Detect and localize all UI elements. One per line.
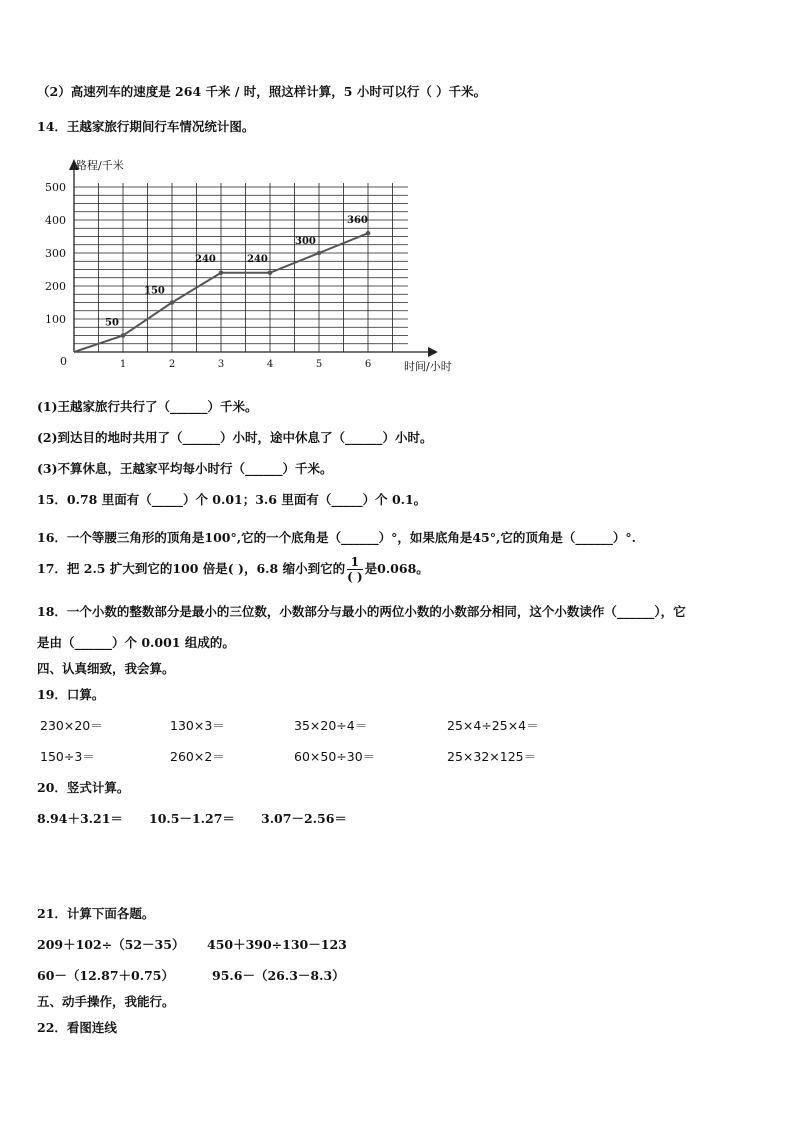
q15-text: 15．0.78 里面有（_____）个 0.01；3.6 里面有（_____）个 0.1。	[37, 492, 427, 507]
q17-pre: 17．把 2.5 扩大到它的100 倍是( )，6.8 缩小到它的	[37, 561, 346, 576]
data-point	[219, 271, 224, 276]
origin-label: 0	[60, 355, 67, 368]
data-point	[268, 271, 273, 276]
x-tick-label: 6	[364, 359, 372, 370]
y-axis-title: 路程/千米	[76, 159, 124, 172]
q18-line1: 18．一个小数的整数部分是最小的三位数，小数部分与最小的两位小数的小数部分相同，这个小数读作（______），它	[37, 604, 686, 619]
q16-text: 16．一个等腰三角形的顶角是100°,它的一个底角是（______）°，如果底角是45°,它的顶角是（______）°.	[37, 530, 636, 545]
data-label: 50	[105, 317, 119, 329]
x-tick-label: 1	[119, 359, 127, 370]
y-tick-label: 100	[45, 313, 66, 326]
q21-r1c2: 450＋390÷130－123	[207, 937, 347, 952]
section-5-heading: 五、动手操作，我能行。	[37, 994, 175, 1009]
data-point	[317, 251, 322, 256]
q17-fraction	[347, 556, 363, 583]
q17-numerator: 1	[347, 556, 363, 570]
q19-r2c4: 25×32×125＝	[447, 749, 537, 764]
data-label: 360	[347, 215, 368, 227]
section-4-heading: 四、认真细致，我会算。	[37, 661, 175, 676]
q20-items: 8.94＋3.21＝ 10.5－1.27＝ 3.07－2.56＝	[37, 811, 347, 826]
q17-denominator: ( )	[347, 570, 363, 584]
data-label: 300	[295, 236, 316, 247]
data-point	[366, 231, 371, 236]
q14-part2: (2)到达目的地时共用了（______）小时，途中休息了（______）小时。	[37, 430, 433, 445]
q19-title: 19．口算。	[37, 687, 105, 702]
q19-r2c2: 260×2＝	[170, 749, 225, 764]
q17-post: 是0.068。	[364, 561, 429, 576]
q22-text: 22．看图连线	[37, 1020, 117, 1035]
x-tick-label: 3	[217, 359, 225, 370]
x-tick-label: 2	[168, 359, 176, 370]
q19-r2c1: 150÷3＝	[40, 749, 95, 764]
q21-r1c1: 209＋102÷（52－35）	[37, 937, 185, 952]
q17-text	[37, 556, 429, 583]
q14-part3: (3)不算休息，王越家平均每小时行（______）千米。	[37, 461, 333, 476]
q19-r1c4: 25×4÷25×4＝	[447, 718, 539, 733]
data-label: 240	[247, 253, 268, 265]
q21-title: 21．计算下面各题。	[37, 906, 155, 921]
x-tick-label: 4	[266, 359, 274, 370]
q19-r1c3: 35×20÷4＝	[294, 718, 368, 733]
q19-r2c3: 60×50÷30＝	[294, 749, 376, 764]
y-tick-label: 200	[45, 280, 66, 293]
data-point	[121, 333, 126, 338]
q13-sub2: （2）高速列车的速度是 264 千米 / 时，照这样计算，5 小时可以行（ ）千米。	[37, 84, 487, 99]
q21-r2c1: 60－（12.87＋0.75）	[37, 968, 174, 983]
x-axis-arrow	[428, 347, 438, 357]
q14-title: 14．王越家旅行期间行车情况统计图。	[37, 119, 255, 134]
q20-title: 20．竖式计算。	[37, 780, 130, 795]
q19-r1c1: 230×20＝	[40, 718, 103, 733]
q21-r2c2: 95.6－（26.3－8.3）	[212, 968, 345, 983]
x-tick-label: 5	[315, 359, 323, 370]
q18-line2: 是由（______）个 0.001 组成的。	[37, 635, 235, 650]
y-tick-label: 300	[45, 247, 66, 260]
y-tick-label: 500	[45, 181, 66, 194]
data-label: 240	[195, 253, 216, 265]
data-point	[170, 300, 175, 305]
data-label: 150	[144, 285, 165, 297]
travel-line-chart	[30, 150, 470, 375]
q14-part1: (1)王越家旅行共行了（______）千米。	[37, 399, 258, 414]
x-axis-title: 时间/小时	[404, 360, 452, 373]
q19-r1c2: 130×3＝	[170, 718, 225, 733]
y-tick-label: 400	[45, 214, 66, 227]
